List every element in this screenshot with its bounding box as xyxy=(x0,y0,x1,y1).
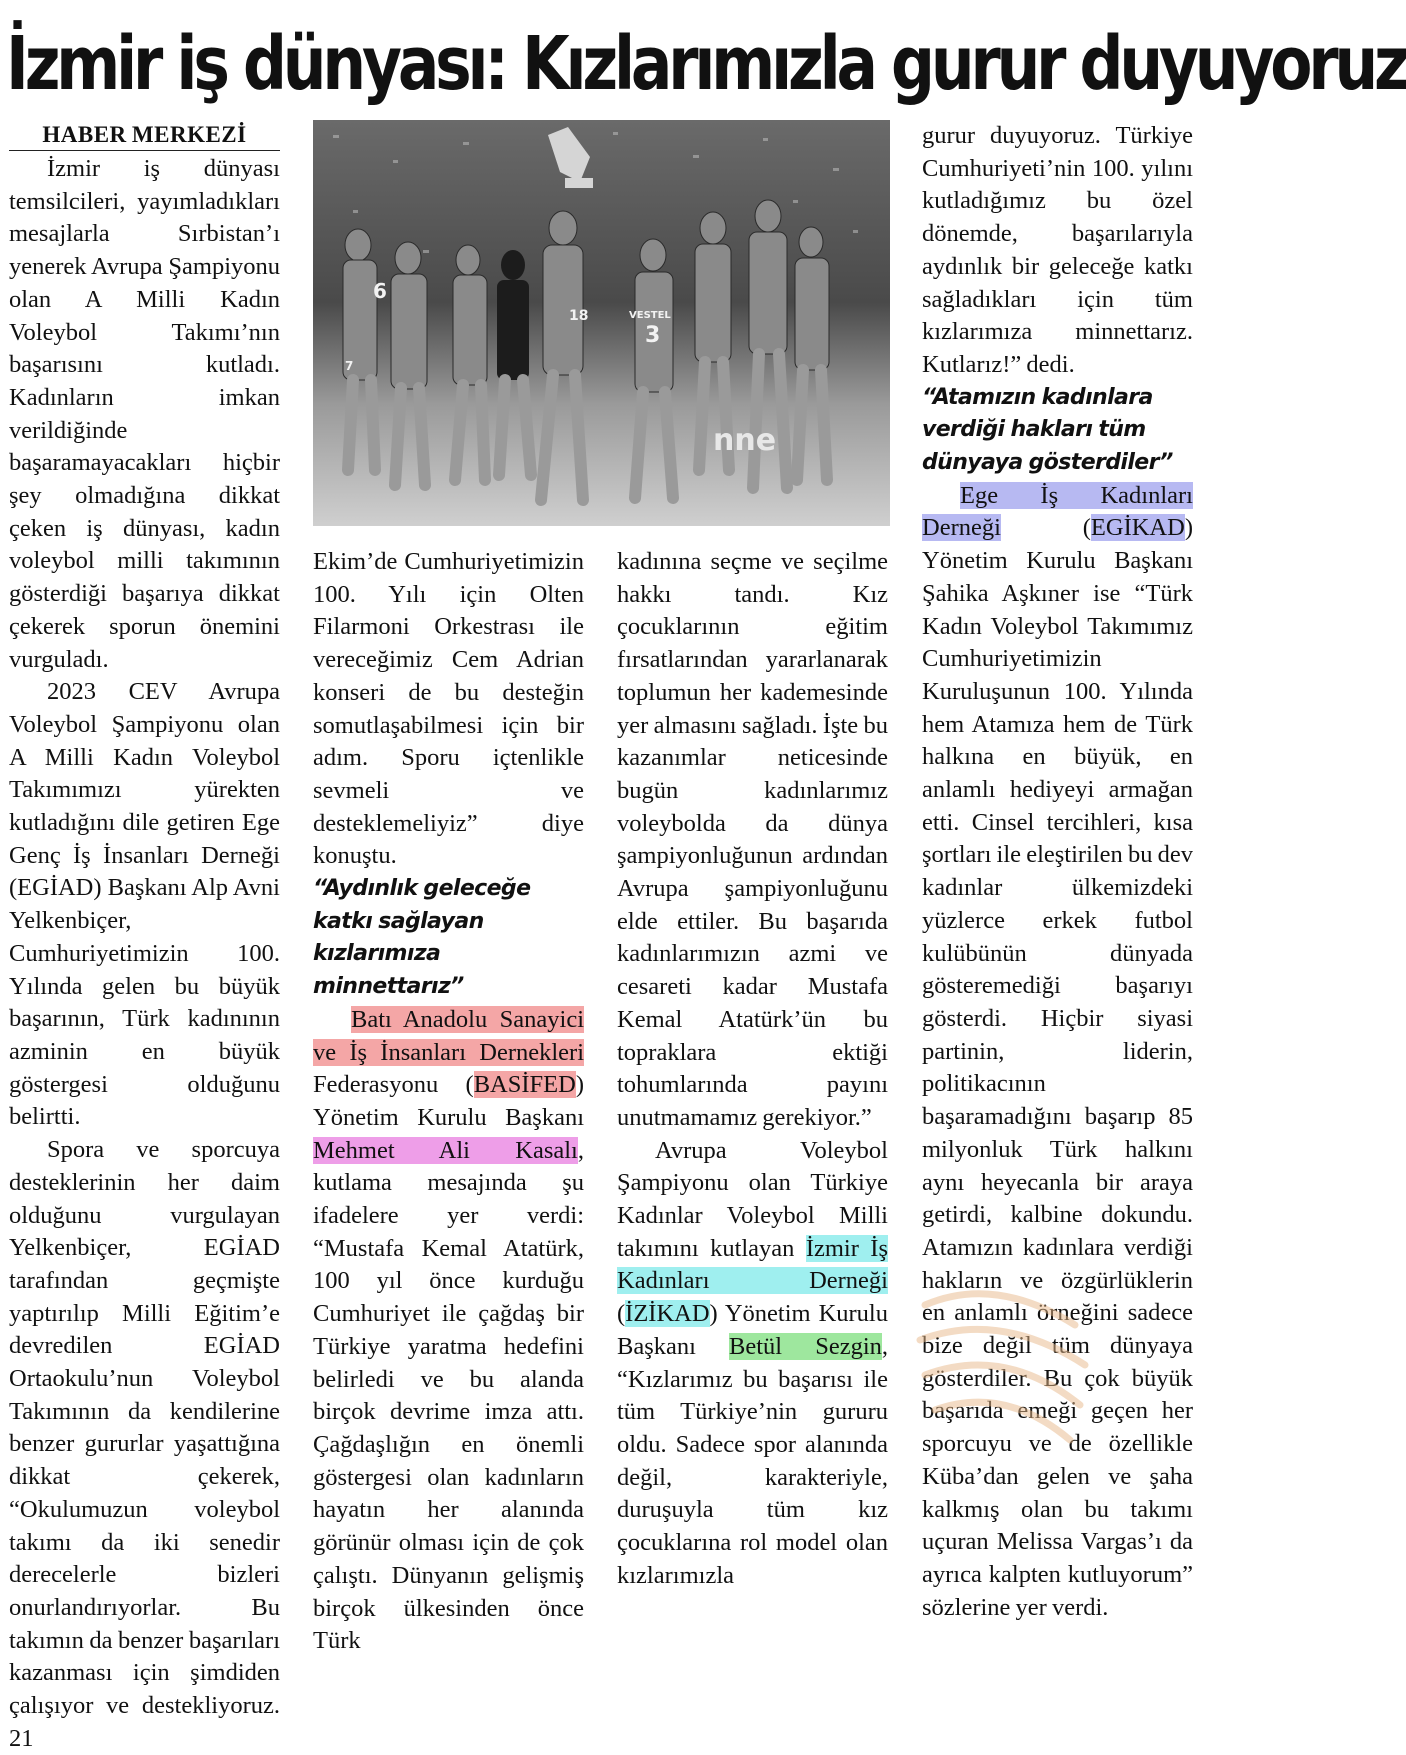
col4-subheading: “Atamızın kadınlara verdiği hakları tüm dünyaya gösterdiler” xyxy=(922,384,1173,476)
column-2 xyxy=(313,546,584,1658)
col2-paragraph-1: Ekim’de Cumhuriyetimizin 100. Yılı için Olten Filarmoni Orkestrası ile vereceğimiz Cem Adrian konseri de bu desteğin somutlaşabilmesi için bir adım. Sporu içtenlikle sevmeli ve desteklemeliyiz” diye konuştu. xyxy=(313,548,584,870)
jersey-number-6: 6 xyxy=(373,279,387,303)
team-celebration-photo xyxy=(313,120,890,526)
person-mehmet-ali-kasali: Mehmet Ali Kasalı xyxy=(313,1136,578,1164)
person-betul-sezgin: Betül Sezgin xyxy=(729,1332,882,1360)
jersey-number-3: 3 xyxy=(645,323,661,348)
col1-paragraph-2: 2023 CEV Avrupa Voleybol Şampiyonu olan A Milli Kadın Voleybol Takımımızı yürekten kutladığını dile getiren Ege Genç İş İnsanları Derneği (EGİAD) Başkanı Alp Avni Yelkenbiçer, Cumhuriyetimizin 100. Yılında gelen bu büyük başarının, Türk kadınının azminin en büyük göstergesi olduğunu belirtti. xyxy=(9,678,280,1131)
org-basifed-abbr: BASİFED xyxy=(473,1071,576,1099)
jersey-number-18: 18 xyxy=(569,308,589,324)
watermark-icon xyxy=(905,1265,1105,1465)
jersey-sponsor: VESTEL xyxy=(629,310,671,321)
court-banner: nne xyxy=(713,423,777,458)
col4-paragraph-1: gurur duyuyoruz. Türkiye Cumhuriyeti’nin 100. yılını kutladığımız bu özel dönemde, başarılarıyla aydınlık bir geleceğe katkı sağladıkları için tüm kızlarımıza minnettarız. Kutlarız!” dedi. xyxy=(922,122,1193,378)
col1-paragraph-1: İzmir iş dünyası temsilcileri, yayımladıkları mesajlarla Sırbistan’ı yenerek Avrupa Şampiyonu olan A Milli Kadın Voleybol Takımı’nın başarısını kutladı. Kadınların imkan verildiğinde başaramayacakları hiçbir şey olmadığına dikkat çeken iş dünyası, kadın voleybol milli takımının gösterdiği başarıya dikkat çekerek sporun önemini vurguladı. xyxy=(9,155,280,673)
col1-paragraph-3: Spora ve sporcuya desteklerinin her daim olduğunu vurgulayan Yelkenbiçer, EGİAD tarafından geçmişte yaptırılıp Milli Eğitim’e devredilen EGİAD Ortaokulu’nun Voleybol Takımının da kendilerine benzer gururlar yaşattığına dikkat çekerek, “Okulumuzun voleybol takımı da iki senedir derecelerle bizleri onurlandırıyorlar. Bu takımın da benzer başarıları kazanması için şimdiden çalışıyor ve destekliyoruz. 21 xyxy=(9,1136,280,1752)
col4-paragraph-2: Ege İş Kadınları Derneği (EGİKAD) Yönetim Kurulu Başkanı Şahika Aşkıner ise “Türk Kadın Voleybol Takımımız Cumhuriyetimizin Kuruluşunun 100. Yılında hem Atamıza hem de Türk halkına en büyük, en anlamlı hediyeyi armağan etti. Cinsel tercihleri, kısa şortları ile eleştirilen bu dev kadınlar ülkemizdeki yüzlerce erkek futbol kulübünün dünyada gösteremediği başarıyı gösterdi. Hiçbir siyasi partinin, liderin, politikacının başaramadığını başarıp 85 milyonluk Türk halkını aynı heyecanla bir araya getirdi, kalbine dokundu. Atamızın kadınlara verdiği hakların ve özgürlüklerin en anlamlı örneğini sadece bize değil tüm dünyaya gösterdiler. Bu çok büyük başarıda emeği geçen her sporcuyu ve de özellikle Küba’dan gelen ve şaha kalkmış olan bu takımı uçuran Melissa Vargas’ı da ayrıca kalpten kutluyorum” sözlerine yer verdi. xyxy=(922,481,1193,1621)
col3-paragraph-2: Avrupa Voleybol Şampiyonu olan Türkiye Kadınlar Voleybol Milli takımını kutlayan İzmir İş Kadınları Derneği (İZİKAD) Yönetim Kurulu Başkanı Betül Sezgin, “Kızlarımız bu başarısı ile tüm Türkiye’nin gururu oldu. Sadece spor alanında değil, karakteriyle, duruşuyla tüm kız çocuklarına rol model olan kızlarımızla xyxy=(617,1136,889,1589)
headline: İzmir iş dünyası: Kızlarımızla gurur duyuyoruz xyxy=(6,21,1406,107)
org-egikad-name: Ege İş Kadınları Derneği xyxy=(922,481,1193,542)
jersey-number-7: 7 xyxy=(345,359,354,373)
col2-subheading: “Aydınlık geleceğe katkı sağlayan kızlarımıza minnettarız” xyxy=(313,876,531,1000)
byline: HABER MERKEZİ xyxy=(9,120,280,151)
col2-paragraph-2: Batı Anadolu Sanayici ve İş İnsanları Dernekleri Federasyonu (BASİFED) Yönetim Kurulu Başkanı Mehmet Ali Kasalı, kutlama mesajında şu ifadelere yer verdi: “Mustafa Kemal Atatürk, 100 yıl önce kurduğu Cumhuriyet ile çağdaş bir Türkiye yaratma hedefini belirledi ve bu alanda birçok devrime imza attı. Çağdaşlığın en önemli göstergesi olan kadınların hayatın her alanında görünür olması için de çok çalıştı. Dünyanın gelişmiş birçok ülkesinden önce Türk xyxy=(313,1005,584,1655)
org-izikad-name: İzmir İş Kadınları Derneği xyxy=(617,1234,888,1295)
photo-illustration xyxy=(313,120,890,526)
org-basifed-name: Batı Anadolu Sanayici ve İş İnsanları Dernekleri xyxy=(313,1005,584,1066)
col3-paragraph-1: kadınına seçme ve seçilme hakkı tandı. Kız çocuklarının eğitim fırsatlarından yararlanarak toplumun her kademesinde yer almasını sağladı. İşte bu kazanımlar neticesinde bugün kadınlarımız voleybolda da dünya şampiyonluğunun ardından Avrupa şampiyonluğunu elde ettiler. Bu başarıda kadınlarımızın azmi ve cesareti kadar Mustafa Kemal Atatürk’ün bu topraklara ektiği tohumlarında payını unutmamamız gerekiyor.” xyxy=(617,548,888,1131)
org-egikad-abbr: EGİKAD xyxy=(1090,514,1185,542)
column-1 xyxy=(9,120,280,1755)
org-izikad-abbr: İZİKAD xyxy=(625,1300,710,1328)
column-3 xyxy=(617,546,888,1593)
